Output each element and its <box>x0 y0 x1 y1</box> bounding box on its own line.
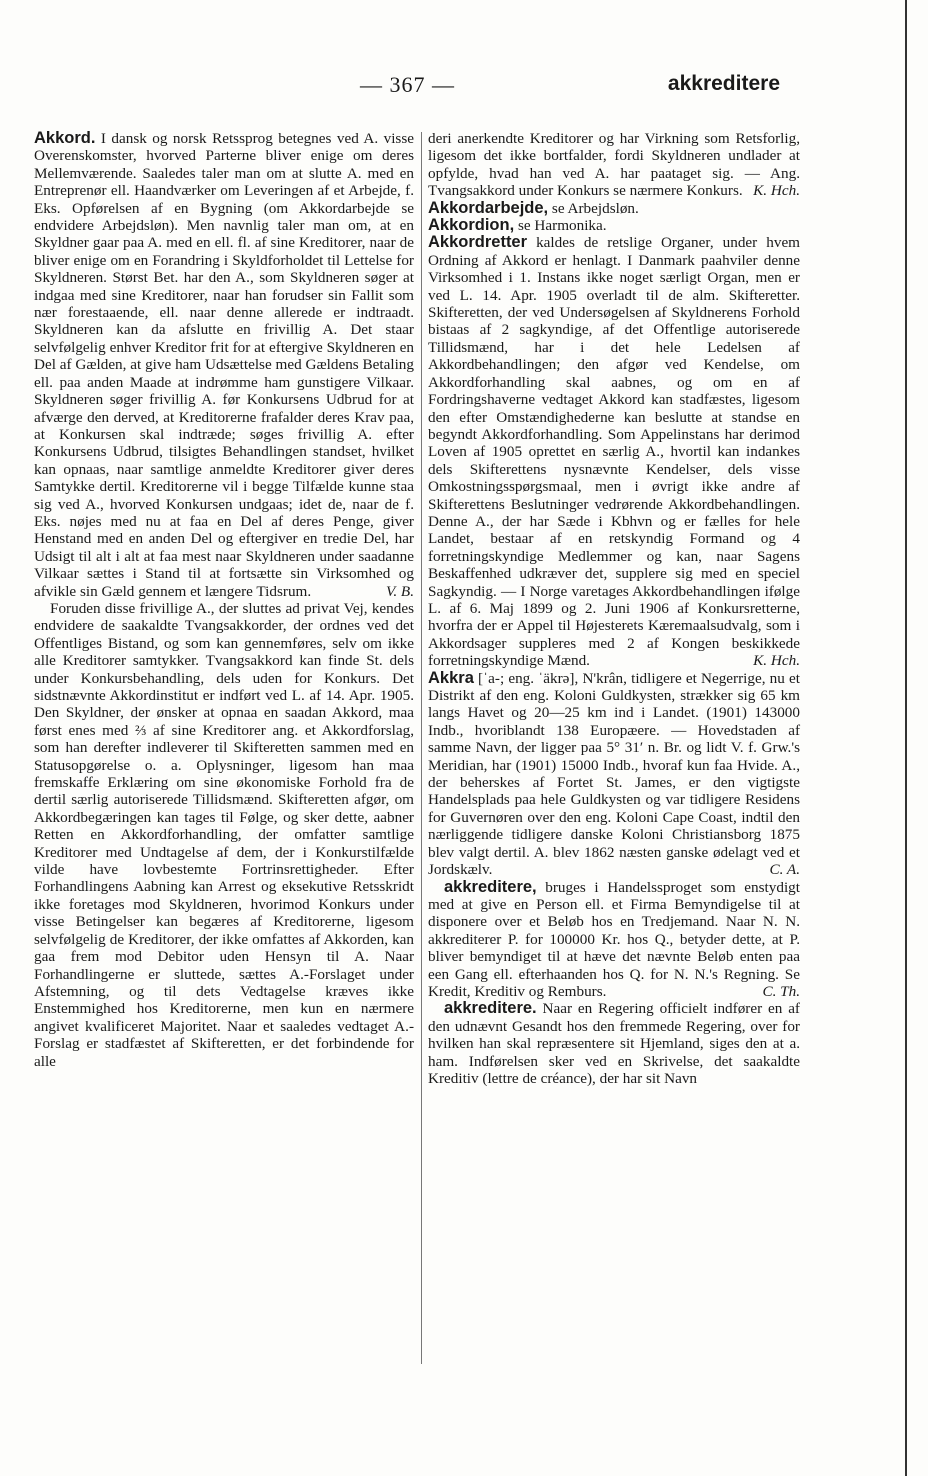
left-column <box>34 130 414 1070</box>
entry-akkreditere-2 <box>428 1000 800 1087</box>
entry-text: kaldes de retslige Organer, under hvem Ordning af Akkord er henlagt. I Danmark paahviler denne Virksomhed i 1. Instans ikke noget særligt Organ, men er ved L. 14. Apr. 1905 overladt til de alm. Skifteretter. Skifteretten, der ved Undersøgelsen af Skyldnerens Forhold bistaas af 2 sagkyndige, af det Offentlige autoriserede Tillidsmænd, har i det hele Ledelsen af Akkordbehandlingen; den afgør ved Kendelse, om Akkordforhandling skal aabnes, og om en af Fordringshaverne vedtaget Akkord kan stadfæstes, ligesom den efter Omstændighederne kan beslutte at standse en begyndt Akkordforhandling. Som Appelinstans har derimod Loven af 1905 oprettet en særlig A., hvortil kan indankes dels Skifterettens nysnævnte Kendelser, dels visse Omkostningsspørgsmaal, men i øvrigt ikke andre af Skifterettens Beslutninger vedrørende Akkordbehandlingen. Denne A., der har Sæde i Kbhvn og er fælles for hele Landet, bestaar af en retskyndig Formand og 4 forretningskyndige Medlemmer og kan, naar Sagens Beskaffenhed udkræver det, supplere sig med en speciel Sagkyndig. — I Norge varetages Akkordbehandlingen ifølge L. af 6. Maj 1899 og 2. Juni 1906 af Konkursretterne, hvorfra der er Appel til Højesterets Kæremaalsudvalg, som i Akkordsager suppleres med 2 af Kongen beskikkede forretningskyndige Mænd. <box>428 234 800 670</box>
entry-paragraph <box>34 600 414 1070</box>
entry-text: I dansk og norsk Retssprog betegnes ved A. visse Overenskomster, hvorved Parterne bliver enige om deres Mellemværende. Saaledes taler man om at slutte A. med en Entreprenør ell. Haandværker om Leveringen af et Arbejde, f. Eks. Opførelsen af en Bygning (om Akkordarbejde se endvidere Arbejdsløn). Men navnlig taler man om, at en Skyldner gaar paa A. med en ell. fl. af sine Kreditorer, naar de bliver enige om en Forandring i Skyldforholdet til Lettelse for Skyldneren. Størst Bet. har den A., som Skyldneren søger at indgaa med sine Kreditorer, naar han forudser sin Fallit som nær forestaaende, ell. naar denne allerede er indtraadt. Skyldneren kan da afslutte en frivillig A. Det staar selvfølgelig enhver Kreditor frit for at eftergive Skyldneren en Del af Gælden, at give ham Udsættelse med Gældens Betaling ell. paa anden Maade at indrømme ham gunstigere Vilkaar. Skyldneren søger frivillig A. før Konkursens Udbrud for at afværge den derved, at Kreditorerne frafalder deres Krav paa, at Konkursen skal indtræde; søges frivillig A. efter Konkursens Udbrud, tilsigtes Behandlingen standset, hvilket kan opnaas, naar samtlige anmeldte Kreditorer giver deres Samtykke dertil. Kreditorerne vil i begge Tilfælde kunne staa sig ved A., hvorved Konkursen undgaas; idet de, naar de f. Eks. nøjes med nu at faa en Del af deres Penge, giver Henstand med en anden Del og eftergiver en tredie Del, har Udsigt til alt i alt at faa mest naar Skyldneren under saadanne Vilkaar sættes i Stand til at fortsætte sin Virksomhed og afvikle sin Gæld gennem et længere Tidsrum. <box>34 130 414 600</box>
entry-text: deri anerkendte Kreditorer og har Virkning som Retsforlig, ligesom det ikke bortfalder, fordi Skyldneren undlader at opfylde, hvad han ved A. har paataget sig. — Ang. Tvangsakkord under Konkurs se nærmere Konkurs. <box>428 130 800 200</box>
entry-akkord <box>34 130 414 600</box>
paragraph-text: Foruden disse frivillige A., der sluttes ad privat Vej, kendes endvidere de saakaldte Tvangsakkorder, der ordnes ved det Offentliges Bistand, og som kan gennemføres, selv om ikke alle Kreditorer samtykker. Tvangsakkord kan finde St. dels under Konkursbehandling, dels uden for Konkurs. Det sidstnævnte Akkordinstitut er indført ved L. af 14. Apr. 1905. Den Skyldner, der ønsker at opnaa en saadan Akkord, maa først enes med ⅔ af sine Kreditorer ang. et Akkordforslag, som han derefter indleverer til Skifteretten sammen med en Statusopgørelse o. a. Oplysninger, ligesom han maa fremskaffe Erklæring om sine økonomiske Forhold fra de dertil særlig autoriserede Tillidsmænd. Skifteretten afgør, om Akkordbegæringen kan tages til Følge, og sker dette, aabner Retten en Akkordforhandling, der omfatter samtlige Kreditorer med Undtagelse af dem, der i Konkurstilfælde vilde have lovbestemte Fortrinsrettigheder. Efter Forhandlingens Aabning kan Arrest og eksekutive Retsskridt ikke foretages mod Skyldneren, hvorimod Konkurs under visse Betingelser kan begæres af Kreditorerne, ligesom selvfølgelig de Kreditorer, der ikke omfattes af Akkorden, kan gaa frem mod Debitor uden Hensyn til A. Naar Forhandlingerne er sluttede, sættes A.-Forslaget under Afstemning, og til dets Vedtagelse kræves ikke Enstemmighed hos Kreditorerne, men kun en nærmere angivet kvalificeret Majoritet. Naar et saaledes vedtaget A.-Forslag er stadfæstet af Skifteretten, er det forbindende for alle <box>34 599 414 1070</box>
page-edge-rule <box>905 0 907 1476</box>
entry-akkra <box>428 670 800 879</box>
headword: akkreditere, <box>444 877 537 896</box>
entry-text: [ˈa-; eng. ˈäkrə], N'krân, tidligere et Negerrige, nu et Distrikt af den eng. Koloni Guldkysten, strækker sig 65 km langs Havet og 20—25 km ind i Landet. (1901) 143000 Indb., hvoriblandt 138 Europæere. — Hovedstaden af samme Navn, der ligger paa 5° 31′ n. Br. og lidt V. f. Grw.'s Meridian, har (1901) 15000 Indb., hvoraf kun faa Hvide. A., der beherskes af Fortet St. James, er den vigtigste Handelsplads paa hele Guldkysten og var tidligere Residens for Guvernøren over den eng. Koloni Cape Coast, indtil den nærliggende tidligere danske Koloni Christiansborg 1875 blev valgt dertil. A. blev 1862 næsten ganske ødelagt ved et Jordskælv. <box>428 669 800 879</box>
entry-text: bruges i Handelssproget som enstydigt med at give en Person ell. et Firma Bemyndigelse til at disponere over et Beløb hos en Tredjemand. Naar N. N. akkrediterer P. for 100000 Kr. hos Q., betyder dette, at P. bliver bemyndiget til at hæve det nævnte Beløb enten paa een Gang ell. efterhaanden hos Q. for N. N.'s Regning. Se Kredit, Kreditiv og Remburs. <box>428 878 800 1000</box>
headword: Akkordion, <box>428 216 515 235</box>
right-column <box>428 130 800 1087</box>
headword: Akkra <box>428 668 474 687</box>
headword: Akkordarbejde, <box>428 198 549 217</box>
headword: Akkord. <box>34 129 96 147</box>
entry-text: Naar en Regering officielt indfører en af den udnævnt Gesandt hos den fremmede Regering, over for hvilken han skal repræsentere sit Hjemland, siges den at a. ham. Indførelsen sker ved en Skrivelse, det saakaldte Kreditiv (lettre de créance), der har sit Navn <box>428 1000 800 1087</box>
entry-akkordion <box>428 217 800 234</box>
entry-text: se Arbejdsløn. <box>548 199 639 217</box>
signature: V. B. <box>386 582 414 600</box>
headword: Akkordretter <box>428 233 528 252</box>
signature: C. A. <box>769 861 800 879</box>
signature: K. Hch. <box>753 182 800 200</box>
entry-akkreditere-1 <box>428 879 800 1001</box>
entry-akkordretter <box>428 234 800 669</box>
entry-continuation <box>428 130 800 200</box>
page-number: — 367 — <box>360 72 455 97</box>
signature: K. Hch. <box>753 652 800 670</box>
headword: akkreditere. <box>444 999 537 1018</box>
page-header <box>0 72 928 112</box>
column-divider <box>421 132 422 1364</box>
entry-akkordarbejde <box>428 200 800 217</box>
running-head: akkreditere <box>667 72 780 95</box>
entry-text: se Harmonika. <box>514 217 607 235</box>
signature: C. Th. <box>762 982 800 1000</box>
